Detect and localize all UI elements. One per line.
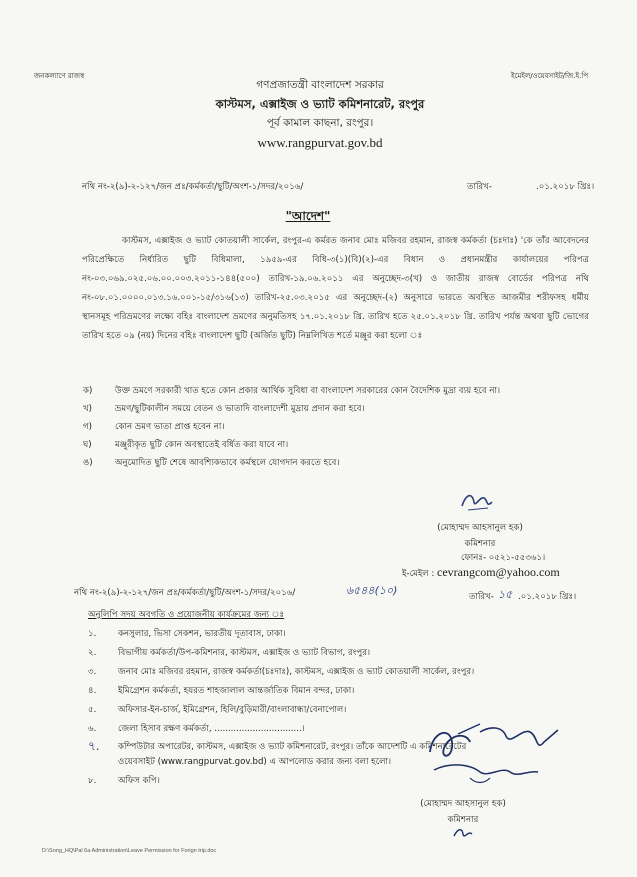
condition-number: ঙ) bbox=[83, 458, 93, 468]
date-value-copy: .০১.২০১৮ খ্রিঃ। bbox=[518, 592, 577, 602]
handwritten-signature bbox=[410, 712, 570, 792]
cc-recipient: অফিসার-ইন-চার্জ, ইমিগ্রেশন, হিলি/বুড়িমারী/বাংলাবান্ধা/বেনাপোল। bbox=[118, 705, 347, 715]
website-link[interactable]: www.rangpurvat.gov.bd bbox=[257, 135, 383, 150]
cc-recipient: অফিস কপি। bbox=[118, 776, 160, 786]
order-body: কাস্টমস, এক্সাইজ ও ভ্যাট কোতয়ালী সার্কেল, রংপুর-এ কর্মরত জনাব মোঃ মজিবর রহমান, রাজস্ব কর্মকর্তা (চঃদাঃ) 'কে তাঁর আবেদনের পরিপ্রেক্ষিতে নির্ধারিত ছুটি বিধিমালা, ১৯৫৯-এর বিধি-৩(১)(বি)(২)-এর বিধান ও প্রধানমন্ত্রীর কার্যালয়ের পরিপত্র নং-০৩.০৬৯.০২৫.০৬.০০.০০৩.২০১১-১৪৪(৫০০) তারিখ-১৯.০৬.২০১১ এর অনুচ্ছেদ-৩(খ) ও জাতীয় রাজস্ব বোর্ডের পরিপত্র নথি নং-০৮.০১.০০০০.০১৩.১৬.০০১-১৫/৩১৬(১৩) তারিখ-২৫.০৩.২০১৫ এর অনুচ্ছেদ-(২) অনুসারে ভারতে অবস্থিত আজমীর শরীফসহ ধর্মীয় স্থানসমূহ পরিভ্রমণের লক্ষ্যে বহিঃ বাংলাদেশ ভ্রমণের অনুমতিসহ ১৭.০১.২০১৮ খ্রি. তারিখ হতে ২৫.০১.২০১৮ খ্রি. তারিখ পর্যন্ত অথবা ছুটি ভোগের তারিখ হতে ০৯ (নয়) দিনের বহিঃ বাংলাদেশ ছুটি (অর্জিত ছুটি) নিম্নলিখিত শর্তে মঞ্জুর করা হলো ঃ bbox=[82, 236, 589, 341]
cc-number: ৪. bbox=[88, 686, 97, 696]
date-label: তারিখ- bbox=[467, 182, 492, 192]
office-name: কাস্টমস, এক্সাইজ ও ভ্যাট কমিশনারেট, রংপুর bbox=[215, 97, 425, 111]
condition-text: মঞ্জুরীকৃত ছুটি কোন অবস্থাতেই বর্ধিত করা যাবে না। bbox=[115, 440, 289, 450]
cc-recipient: ইমিগ্রেশন কর্মকর্তা, হযরত শাহজালাল আন্তর্জাতিক বিমান বন্দর, ঢাকা। bbox=[118, 686, 355, 696]
signatory-title-2: কমিশনার bbox=[447, 815, 479, 825]
cc-recipient: জেলা হিসাব রক্ষণ কর্মকর্তা, ................................। bbox=[118, 724, 305, 734]
handwritten-initial-signature bbox=[458, 488, 498, 514]
office-address: পূর্ব কামাল কাছনা, রংপুর। bbox=[266, 117, 374, 129]
signatory-title: কমিশনার bbox=[464, 539, 496, 549]
cc-recipient-continued: ওয়েবসাইট (www.rangpurvat.gov.bd) এ আপলোড করার জন্য বলা হলো। bbox=[118, 757, 392, 767]
cc-recipient: কম্পিউটার অপারেটর, কাস্টমস, এক্সাইজ ও ভ্যাট কমিশনারেট, রংপুর। তাঁকে আদেশটি এ কমিশনারেটের bbox=[118, 742, 467, 752]
cc-number: ৮. bbox=[88, 776, 97, 786]
cc-number: ২. bbox=[88, 648, 97, 658]
cc-recipient: জনাব মোঃ মজিবর রহমান, রাজস্ব কর্মকর্তা(চঃদাঃ), কাস্টমস, এক্সাইজ ও ভ্যাট কোতয়ালী সার্কেল, রংপুর। bbox=[118, 667, 475, 677]
top-left-motto: জনকল্যাণে রাজস্ব bbox=[34, 72, 85, 80]
condition-text: ভ্রমণ/ছুটিকালীন সময়ে বেতন ও ভাতাদি বাংলাদেশী মুদ্রায় প্রদান করা হবে। bbox=[115, 404, 365, 414]
top-right-note: ইমেইল/ওয়েবসাইট/জি.ই.পি bbox=[511, 72, 589, 80]
date-label-copy: তারিখ- bbox=[469, 592, 494, 602]
email-address[interactable]: cevrangcom@yahoo.com bbox=[437, 565, 560, 579]
reference-number-copy: নথি নং-২(৯)-২-১২৭/জন প্রঃ/কর্মকর্তা/ছুটি/অংশ-১/সদর/২০১৬/ bbox=[74, 588, 296, 598]
cc-recipient: বিভাগীয় কর্মকর্তা/উপ-কমিশনার, কাস্টমস, এক্সাইজ ও ভ্যাট বিভাগ, রংপুর। bbox=[118, 648, 371, 658]
cc-number: ১. bbox=[88, 629, 97, 639]
government-name: গণপ্রজাতন্ত্রী বাংলাদেশ সরকার bbox=[256, 79, 384, 91]
handwritten-initial bbox=[452, 826, 474, 842]
condition-text: কোন ভ্রমণ ভাতা প্রাপ্ত হবেন না। bbox=[115, 422, 225, 432]
date-value: .০১.২০১৮ খ্রিঃ। bbox=[536, 182, 595, 192]
cc-number: ৬. bbox=[88, 724, 97, 734]
cc-number: ৭. bbox=[88, 739, 100, 753]
order-title: "আদেশ" bbox=[285, 209, 331, 223]
cc-number: ৩. bbox=[88, 667, 97, 677]
phone-number: ফোনঃ- ০৫২১-৫৫৩৬১। bbox=[461, 553, 546, 563]
file-path-footer: D:\Song_HQ\Pal 6a Administration\Leave Permission for Forign trip.doc bbox=[42, 848, 217, 854]
reference-number: নথি নং-২(৯)-২-১২৭/জন প্রঃ/কর্মকর্তা/ছুটি/অংশ-১/সদর/২০১৬/ bbox=[82, 182, 304, 192]
cc-recipient: কনসুলার, ভিসা সেকশন, ভারতীয় দূতাবাস, ঢাকা। bbox=[118, 629, 286, 639]
condition-number: খ) bbox=[83, 404, 92, 414]
condition-text: অনুমোদিত ছুটি শেষে আবশ্যিকভাবে কর্মস্থলে যোগদান করতে হবে। bbox=[115, 458, 340, 468]
condition-text: উক্ত ভ্রমণে সরকারী খাত হতে কোন প্রকার আর্থিক সুবিধা বা বাংলাদেশ সরকারের কোন বৈদেশিক মুদ্রা ব্যয় হবে না। bbox=[115, 386, 501, 396]
cc-heading: অনুলিপি সদয় অবগতি ও প্রয়োজনীয় কার্যক্রমের জন্য ঃ bbox=[88, 610, 285, 620]
condition-number: গ) bbox=[83, 422, 92, 432]
handwritten-memo-number: ৬৫৪৪(১০) bbox=[346, 584, 398, 597]
handwritten-date-day: ১৫ bbox=[498, 588, 513, 601]
signatory-name-2: (মোহাম্মদ আহসানুল হক) bbox=[420, 799, 506, 809]
signatory-name: (মোহাম্মদ আহসানুল হক) bbox=[437, 523, 523, 533]
cc-number: ৫. bbox=[88, 705, 97, 715]
condition-number: ক) bbox=[83, 386, 93, 396]
email-label: ই-মেইল : bbox=[402, 569, 435, 579]
condition-number: ঘ) bbox=[83, 440, 92, 450]
